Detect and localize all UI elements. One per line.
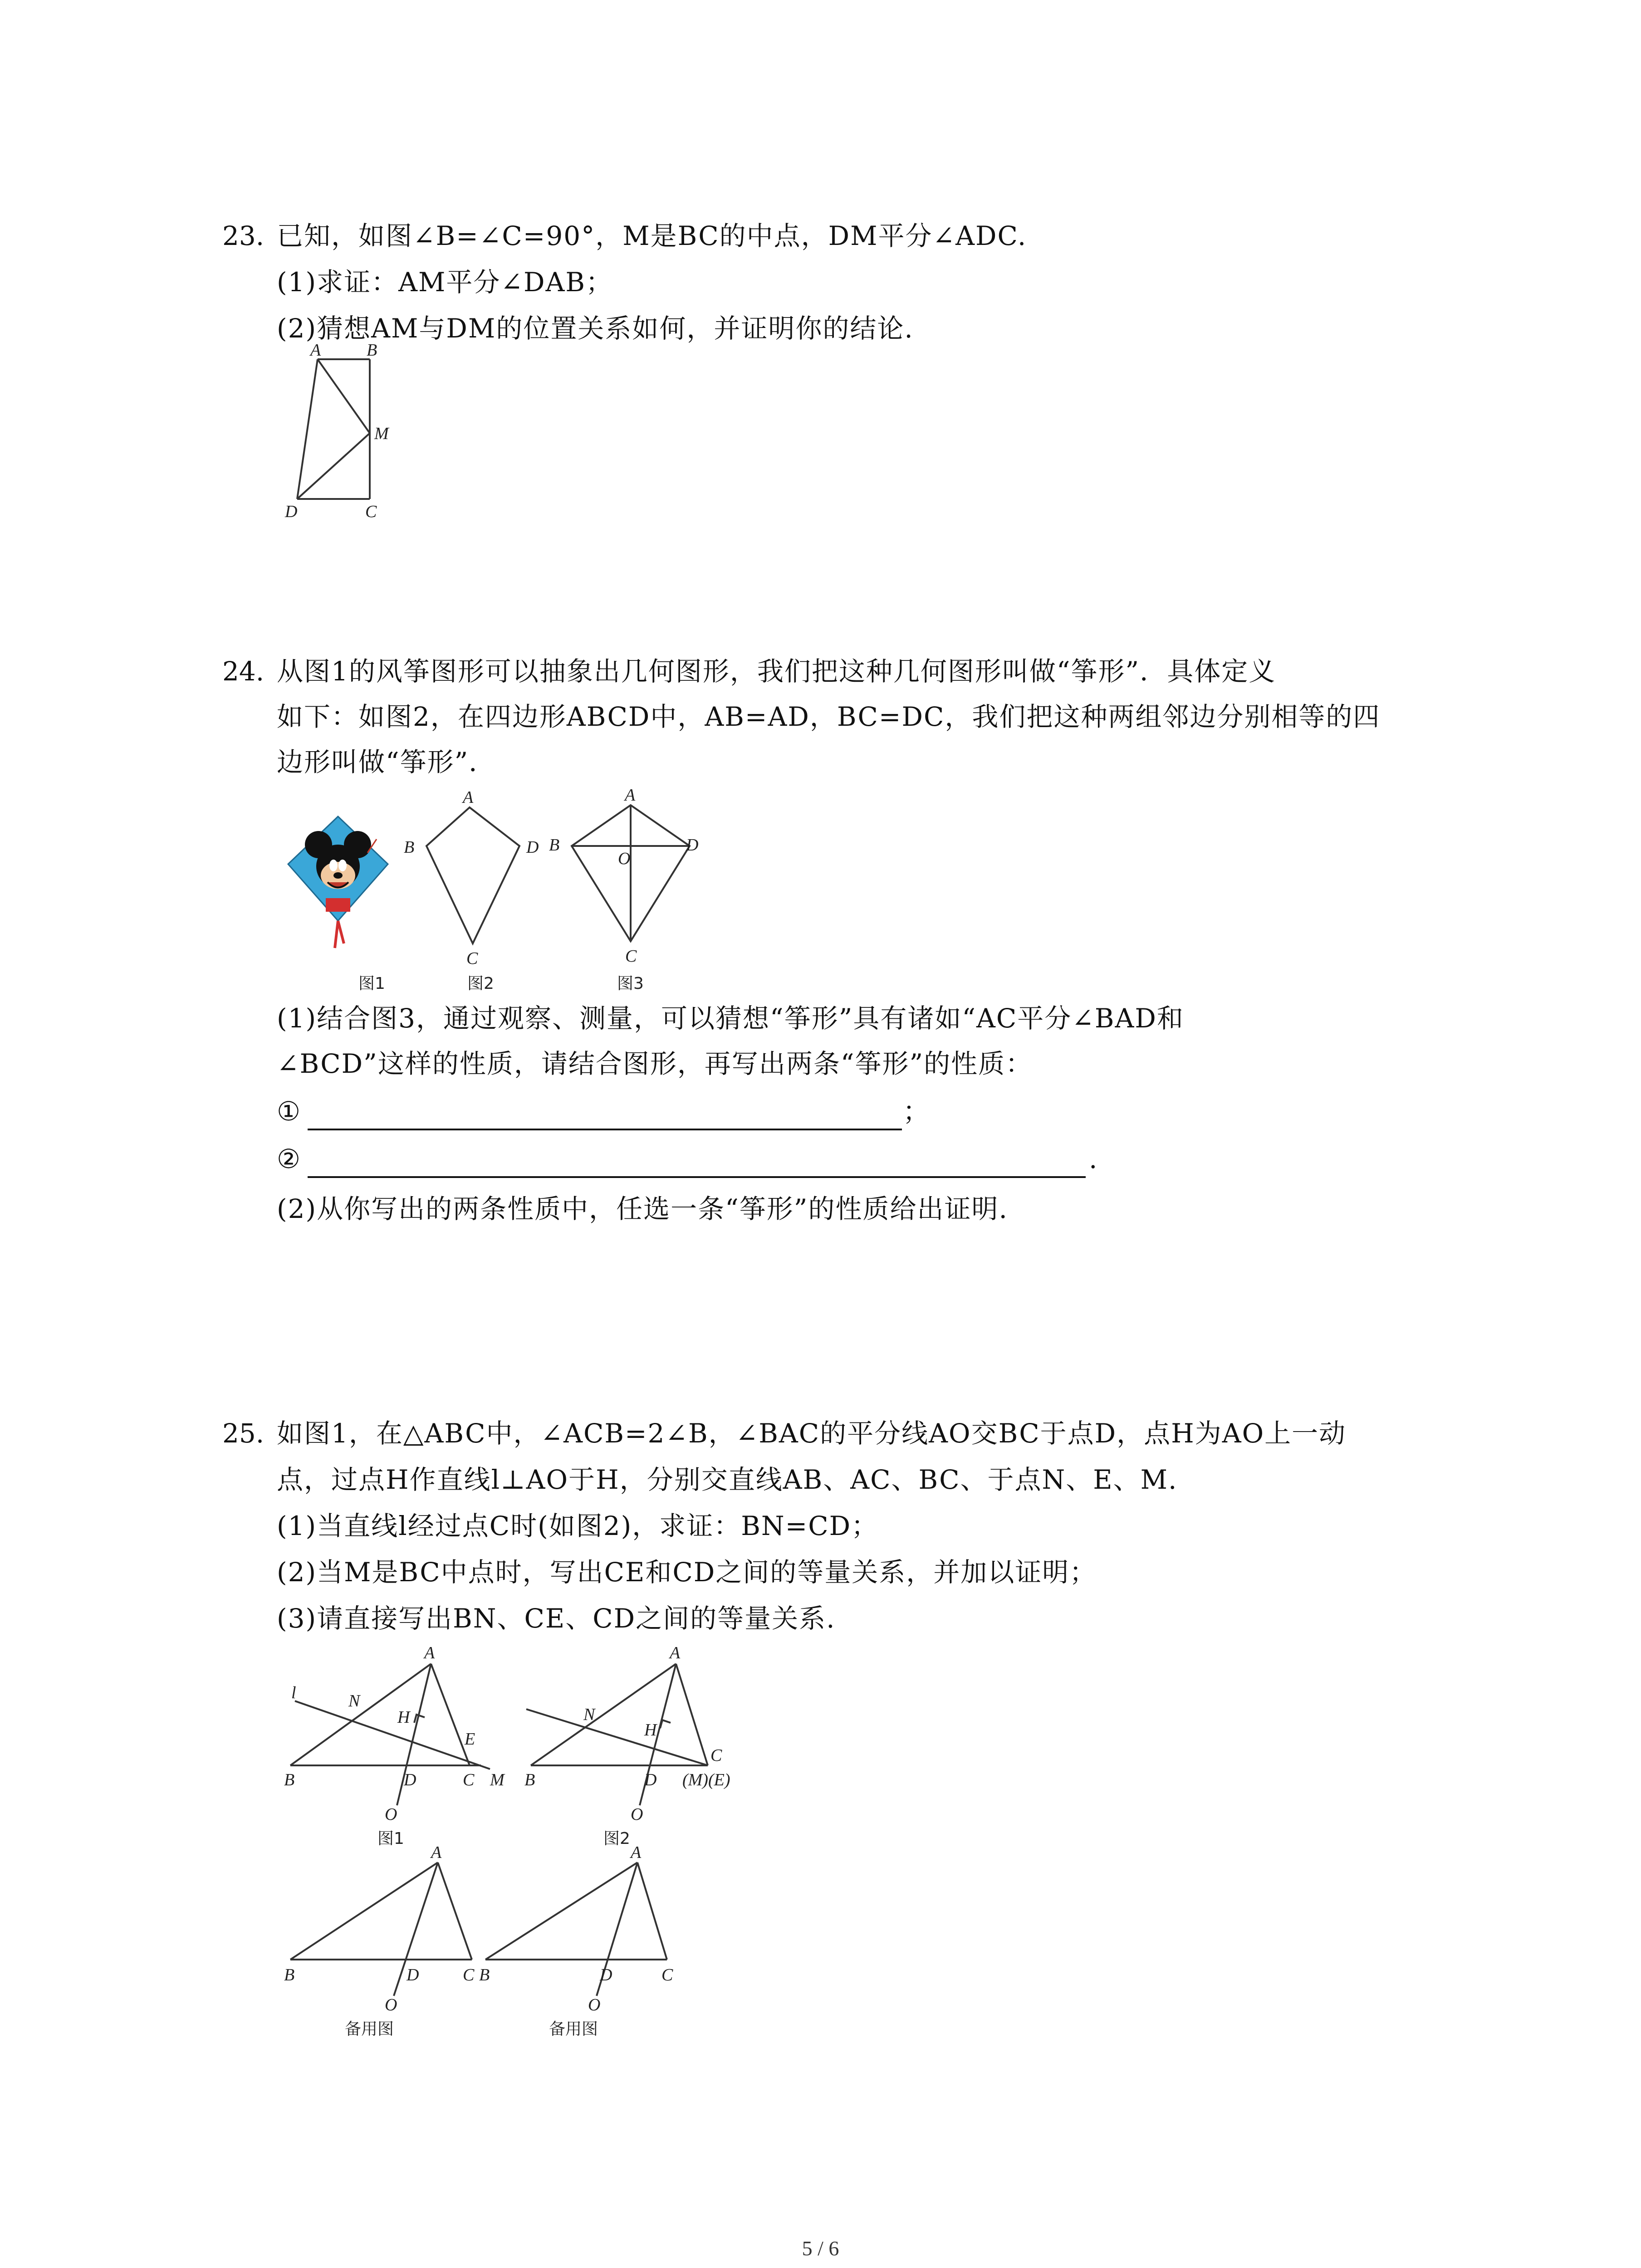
q25f2-label-a: A (670, 1643, 681, 1662)
page-number: 5 / 6 (802, 2237, 839, 2260)
q25f1-label-n: N (348, 1691, 360, 1711)
question-24-line-1: 从图1的风筝图形可以抽象出几何图形，我们把这种几何图形叫做“筝形”．具体定义 (277, 656, 1276, 687)
fig2-label-d: D (526, 838, 539, 857)
question-24-line-2: 如下：如图2，在四边形ABCD中，AB=AD，BC=DC，我们把这种两组邻边分别相等的四 (277, 701, 1381, 732)
fig3-label-a: A (625, 786, 636, 805)
caption-fig-2: 图2 (467, 974, 494, 993)
q25f1-label-a: A (424, 1643, 435, 1662)
spare1-label-d: D (407, 1965, 419, 1984)
q25f2-label-o: O (631, 1805, 643, 1824)
q25f2-label-n: N (583, 1705, 595, 1724)
q25f2-label-b: B (524, 1770, 535, 1789)
question-24-line-3: 边形叫做“筝形”． (277, 747, 496, 777)
q25-spare-figure-1 (281, 1843, 490, 2043)
fig3-label-b: B (549, 836, 560, 855)
question-24-number: 24. (222, 656, 265, 687)
q25f2-label-c: C (710, 1746, 722, 1765)
q25f1-label-o: O (385, 1805, 397, 1824)
question-24-part-1-a: (1)结合图3，通过观察、测量，可以猜想“筝形”具有诸如“AC平分∠BAD和 (277, 1003, 1184, 1034)
q25f1-label-b: B (284, 1770, 295, 1789)
spare2-label-b: B (479, 1965, 490, 1984)
q25-figure-1 (281, 1642, 517, 1853)
fig23-label-d: D (285, 502, 298, 521)
q25f2-label-h: H (644, 1721, 657, 1740)
answer-blank-2-end: . (1089, 1144, 1098, 1174)
question-25-part-2: (2)当M是BC中点时，写出CE和CD之间的等量关系，并加以证明； (277, 1557, 1097, 1588)
answer-blank-1[interactable] (308, 1129, 902, 1130)
question-25-part-3: (3)请直接写出BN、CE、CD之间的等量关系. (277, 1603, 836, 1634)
spare1-label-a: A (431, 1843, 442, 1862)
fig23-label-a: A (310, 341, 321, 360)
q25f1-label-l: l (291, 1683, 296, 1702)
q25-caption-spare-2: 备用图 (549, 2020, 598, 2038)
answer-blank-2-marker: ② (277, 1144, 301, 1174)
fig3-label-c: C (625, 947, 637, 966)
answer-blank-1-marker: ① (277, 1096, 301, 1127)
spare2-label-c: C (661, 1965, 673, 1984)
caption-fig-3: 图3 (617, 974, 644, 993)
question-23-figure (272, 341, 417, 523)
caption-fig-1: 图1 (358, 974, 385, 993)
spare1-label-o: O (385, 1995, 397, 2014)
fig23-label-b: B (367, 341, 377, 360)
question-24-part-1-b: ∠BCD”这样的性质，请结合图形，再写出两条“筝形”的性质： (277, 1048, 1033, 1079)
answer-blank-1-end: ； (903, 1096, 931, 1127)
question-25-number: 25. (222, 1418, 265, 1449)
fig3-label-d: D (686, 836, 699, 855)
q25-spare-figure-2 (479, 1843, 690, 2043)
spare1-label-b: B (284, 1965, 295, 1984)
kite-picture (286, 812, 395, 959)
spare2-label-d: D (600, 1965, 612, 1984)
answer-blank-2[interactable] (308, 1176, 1086, 1178)
spare1-label-c: C (463, 1965, 475, 1984)
fig23-label-m: M (374, 424, 389, 443)
q25-caption-spare-1: 备用图 (345, 2020, 394, 2038)
question-24-part-2: (2)从你写出的两条性质中，任选一条“筝形”的性质给出证明. (277, 1193, 1008, 1224)
spare2-label-a: A (631, 1843, 642, 1862)
q25f1-label-m: M (490, 1770, 505, 1789)
q25-caption-fig-2: 图2 (603, 1829, 630, 1848)
question-25-part-1: (1)当直线l经过点C时(如图2)，求证：BN=CD； (277, 1510, 879, 1541)
fig2-label-b: B (404, 838, 415, 857)
q25f1-label-h: H (397, 1708, 410, 1727)
kite-captions (336, 971, 699, 1000)
q25f1-label-d: D (404, 1770, 416, 1789)
q25f1-label-e: E (465, 1730, 475, 1749)
fig2-label-a: A (463, 788, 474, 807)
fig23-label-c: C (365, 502, 377, 521)
q25f2-label-me: (M)(E) (682, 1770, 730, 1789)
fig2-label-c: C (466, 949, 478, 968)
question-25-line-2: 点，过点H作直线l⊥AO于H，分别交直线AB、AC、BC、于点N、E、M. (277, 1464, 1178, 1495)
spare2-label-o: O (588, 1995, 601, 2014)
kite-figure-2 (395, 789, 549, 973)
q25f2-label-d: D (644, 1770, 657, 1789)
q25f1-label-c: C (463, 1770, 475, 1789)
question-23-number: 23. (222, 220, 265, 251)
question-23-part-2: (2)猜想AM与DM的位置关系如何，并证明你的结论. (277, 313, 914, 344)
q25-figure-2 (522, 1642, 758, 1853)
question-25-line-1: 如图1，在△ABC中，∠ACB=2∠B，∠BAC的平分线AO交BC于点D，点H为AO上一动 (277, 1418, 1347, 1449)
fig3-label-o: O (618, 849, 631, 868)
question-23-stem: 已知，如图∠B=∠C=90°，M是BC的中点，DM平分∠ADC. (277, 220, 1027, 251)
question-23-part-1: (1)求证：AM平分∠DAB； (277, 267, 613, 298)
kite-figure-3 (544, 786, 708, 973)
q25-caption-fig-1: 图1 (377, 1829, 404, 1848)
